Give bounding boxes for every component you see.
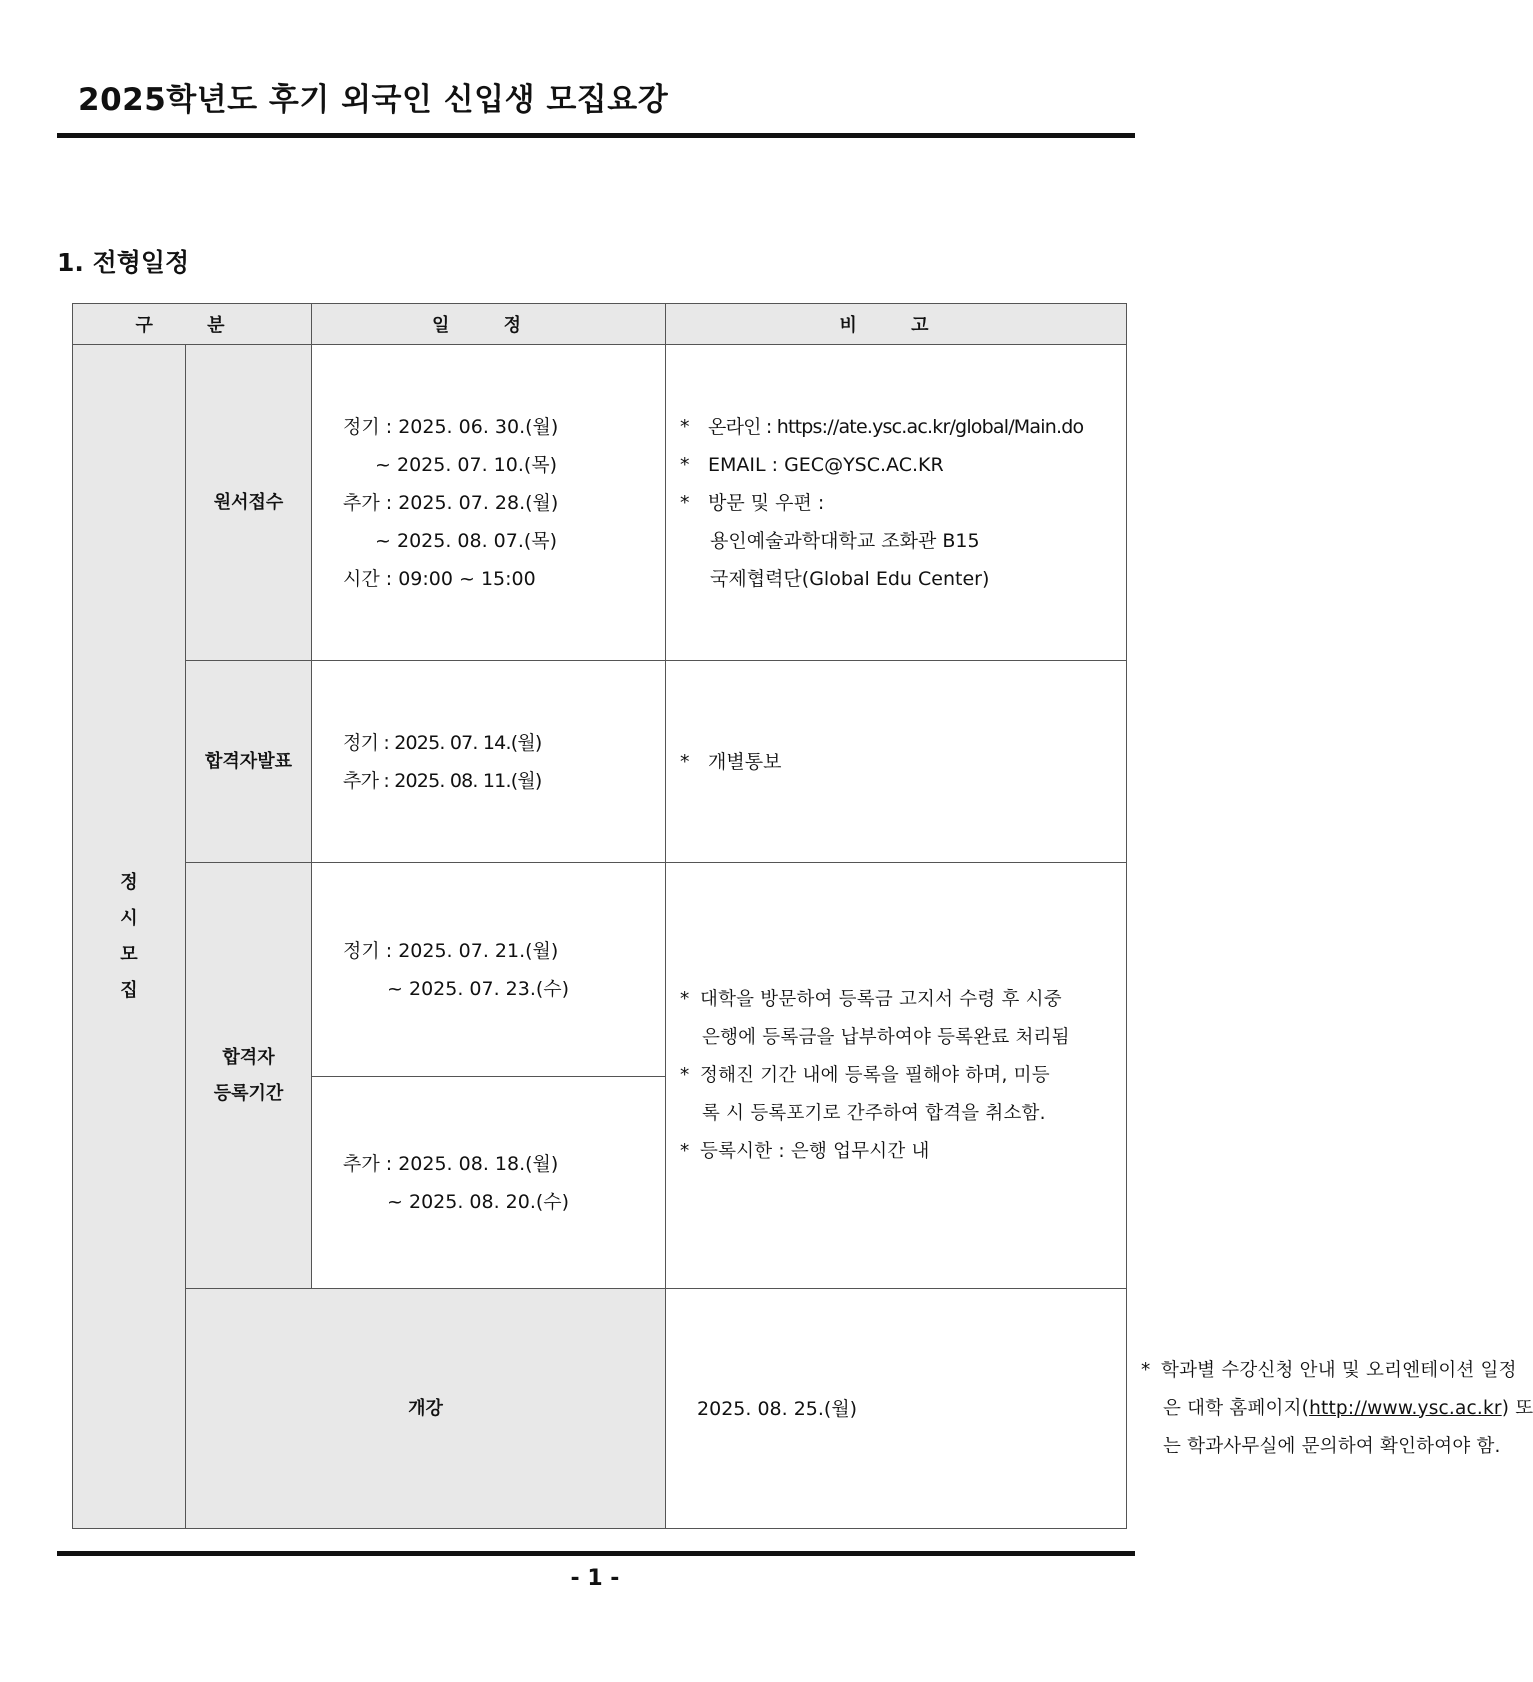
group-label-regular-admission: 정 시 모 집: [73, 345, 186, 1529]
schedule-table: [72, 303, 1533, 1529]
header-schedule: 일 정: [312, 304, 666, 345]
header-category: 구 분: [73, 304, 312, 345]
schedule-registration-additional: 추가 : 2025. 08. 18.(월) ~ 2025. 08. 20.(수): [312, 1077, 666, 1289]
row-label-application: 원서접수: [186, 345, 312, 661]
remark-visit: * 방문 및 우편 :: [680, 491, 825, 514]
schedule-application: 정기 : 2025. 06. 30.(월) ~ 2025. 07. 10.(목) 추가 : 2025. 07. 28.(월) ~ 2025. 08. 07.(목) 시간 : 09:00 ~ 15:00: [312, 345, 666, 661]
homepage-link[interactable]: http://www.ysc.ac.kr: [1309, 1397, 1502, 1419]
header-remarks: 비 고: [666, 304, 1127, 345]
page-number: - 1 -: [570, 1566, 620, 1591]
schedule-registration-regular: 정기 : 2025. 07. 21.(월) ~ 2025. 07. 23.(수): [312, 863, 666, 1077]
remarks-announcement: * 개별통보: [666, 661, 1127, 863]
table-row-registration-regular: [73, 863, 1127, 1077]
table-header-row: [73, 304, 1127, 345]
row-label-opening: 개강: [186, 1289, 666, 1529]
table-row-opening: 개강 2025. 08. 25.(월) * 학과별 수강신청 안내 및 오리엔테이션 일정 은 대학 홈페이지(http://www.ysc.ac.kr) 또 는 학과사무실에 문의하여 확인하여야 함.: [73, 1289, 1127, 1529]
row-label-registration: 합격자 등록기간: [186, 863, 312, 1289]
table-row-announcement: [73, 661, 1127, 863]
section-title: 1. 전형일정: [57, 248, 190, 277]
remark-email: * EMAIL : GEC@YSC.AC.KR: [680, 453, 944, 476]
schedule-opening: 2025. 08. 25.(월): [666, 1289, 1127, 1529]
row-label-announcement: 합격자발표: [186, 661, 312, 863]
remark-online: * 온라인 : https://ate.ysc.ac.kr/global/Main.do: [680, 415, 1084, 438]
schedule-announcement: 정기 : 2025. 07. 14.(월) 추가 : 2025. 08. 11.(월): [312, 661, 666, 863]
document-title: 2025학년도 후기 외국인 신입생 모집요강: [78, 82, 669, 118]
table-row-application: [73, 345, 1127, 661]
remarks-application: * 온라인 : https://ate.ysc.ac.kr/global/Main.do * EMAIL : GEC@YSC.AC.KR * 방문 및 우편 : 용인예술과학대학교 조화관 B15 국제협력단(Global Edu Center): [666, 345, 1127, 661]
remarks-registration: * 대학을 방문하여 등록금 고지서 수령 후 시중 은행에 등록금을 납부하여야 등록완료 처리됨 * 정해진 기간 내에 등록을 필해야 하며, 미등 록 시 등록포기로 간주하여 합격을 취소함. * 등록시한 : 은행 업무시간 내: [666, 863, 1127, 1289]
top-rule: [57, 133, 1135, 138]
bottom-rule: [57, 1551, 1135, 1556]
